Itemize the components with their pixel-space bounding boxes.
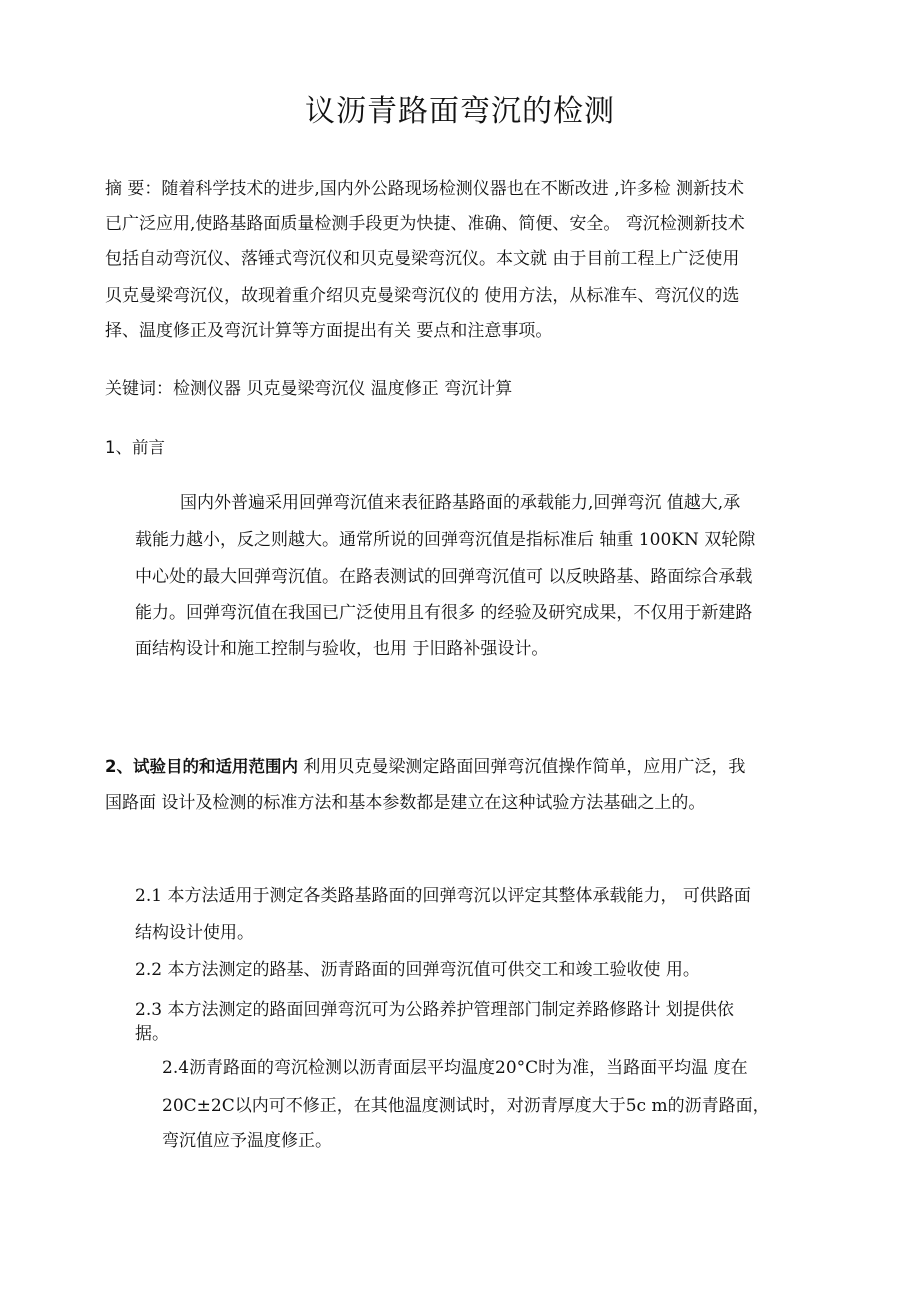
item-2-1: 2.1 本方法适用于测定各类路基路面的回弹弯沉以评定其整体承载能力， 可供路面 (135, 886, 751, 906)
paragraph-line: 载能力越小，反之则越大。通常所说的回弹弯沉值是指标准后 轴重 100KN 双轮隙 (135, 530, 756, 550)
section-heading: 2、试验目的和适用范围内 (105, 757, 298, 776)
abstract-line: 贝克曼梁弯沉仪，故现着重介绍贝克曼梁弯沉仪的 使用方法，从标准车、弯沉仪的选 (105, 286, 740, 306)
paragraph-line: 国路面 设计及检测的标准方法和基本参数都是建立在这种试验方法基础之上的。 (105, 793, 706, 813)
section2-text: 利用贝克曼梁测定路面回弹弯沉值操作简单，应用广泛，我 (297, 757, 746, 777)
item-2-3: 2.3 本方法测定的路面回弹弯沉可为公路养护管理部门制定养路修路计 划提供依 (135, 1000, 734, 1020)
section-heading: 1、前言 (105, 438, 165, 457)
abstract-line: 择、温度修正及弯沉计算等方面提出有关 要点和注意事项。 (105, 321, 553, 341)
item-2-4-cont: 20C±2C以内可不修正，在其他温度测试时，对沥青厚度大于5c m的沥青路面， (162, 1096, 770, 1116)
abstract-line: 包括自动弯沉仪、落锤式弯沉仪和贝克曼梁弯沉仪。本文就 由于目前工程上广泛使用 (105, 249, 740, 269)
section2-line (105, 759, 745, 776)
item-2-4: 2.4沥青路面的弯沉检测以沥青面层平均温度20°C时为准，当路面平均温 度在 (162, 1058, 748, 1078)
paragraph-line: 能力。回弹弯沉值在我国已广泛使用且有很多 的经验及研究成果，不仅用于新建路 (135, 603, 753, 623)
page-title: 议沥青路面弯沉的检测 (305, 94, 615, 129)
abstract-line: 已广泛应用,使路基路面质量检测手段更为快捷、准确、简便、安全。 弯沉检测新技术 (105, 214, 745, 234)
item-2-2: 2.2 本方法测定的路基、沥青路面的回弹弯沉值可供交工和竣工验收使 用。 (135, 960, 700, 980)
item-2-3-cont: 据。 (135, 1024, 169, 1044)
item-2-4-cont: 弯沉值应予温度修正。 (162, 1131, 332, 1151)
paragraph-line: 面结构设计和施工控制与验收，也用 于旧路补强设计。 (135, 639, 549, 659)
paragraph-line: 国内外普遍采用回弹弯沉值来表征路基路面的承载能力,回弹弯沉 值越大,承 (180, 493, 741, 513)
paragraph-line: 中心处的最大回弹弯沉值。在路表测试的回弹弯沉值可 以反映路基、路面综合承载 (135, 567, 753, 587)
item-2-1-cont: 结构设计使用。 (135, 923, 254, 943)
abstract-line: 摘 要：随着科学技术的进步,国内外公路现场检测仪器也在不断改进 ,许多检 测新技术 (105, 179, 745, 199)
keywords: 关键词：检测仪器 贝克曼梁弯沉仪 温度修正 弯沉计算 (105, 379, 513, 399)
